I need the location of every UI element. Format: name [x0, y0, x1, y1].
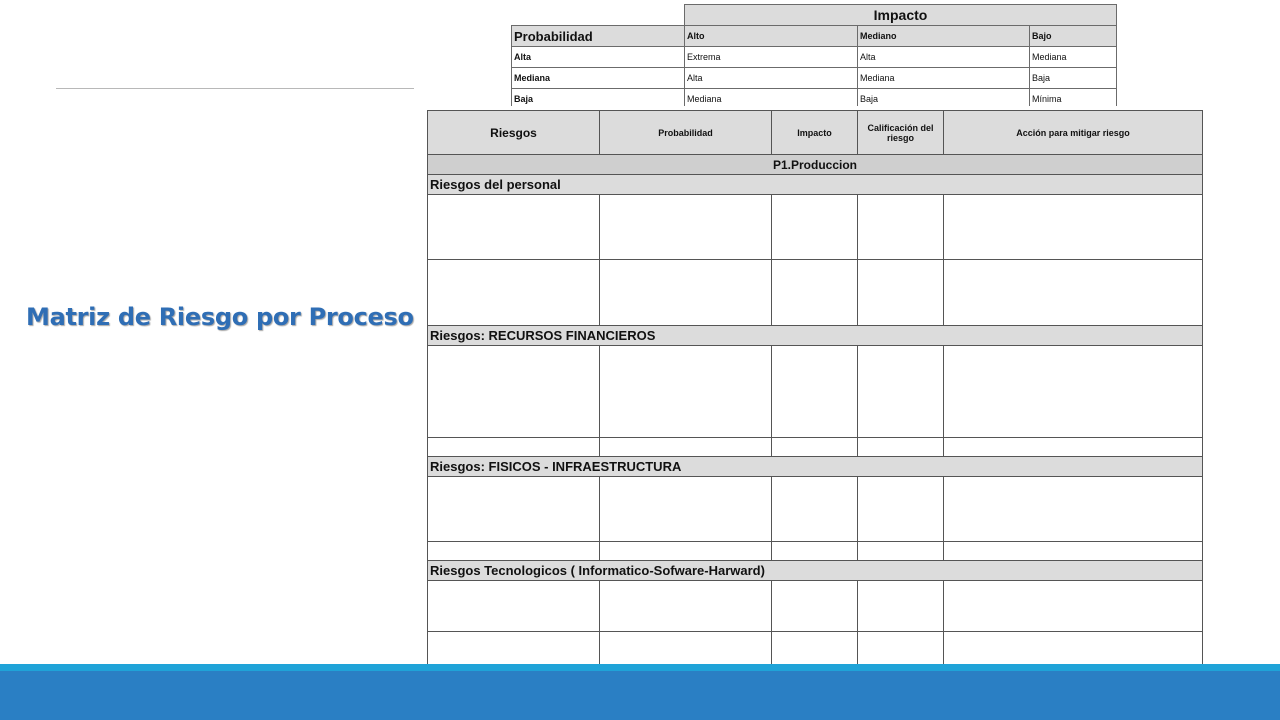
rating-cell: Mediana — [1030, 47, 1117, 68]
rating-cell — [858, 632, 944, 666]
section-row — [428, 561, 1203, 581]
section-row — [428, 326, 1203, 346]
impact-matrix-row — [512, 68, 1117, 89]
probability-cell — [600, 195, 772, 260]
footer-bar — [0, 671, 1280, 720]
title-divider — [56, 88, 414, 89]
rating-cell: Mediana — [858, 68, 1030, 89]
rating-cell — [858, 477, 944, 542]
probability-header: Probabilidad — [512, 26, 685, 47]
process-label: P1.Produccion — [428, 155, 1203, 175]
mitigation-cell — [944, 260, 1203, 326]
rating-cell — [858, 260, 944, 326]
impact-cell — [772, 260, 858, 326]
rating-cell — [858, 346, 944, 438]
column-header-impacto: Impacto — [772, 111, 858, 155]
risk-cell — [428, 542, 600, 561]
risk-cell — [428, 438, 600, 457]
impact-matrix-row — [512, 47, 1117, 68]
risk-matrix-header-row — [428, 111, 1203, 155]
table-row — [428, 438, 1203, 457]
table-row — [428, 346, 1203, 438]
rating-cell: Mediana — [685, 89, 858, 110]
table-row — [428, 195, 1203, 260]
section-row — [428, 175, 1203, 195]
probability-cell — [600, 346, 772, 438]
rating-cell — [858, 438, 944, 457]
risk-cell — [428, 477, 600, 542]
rating-cell: Baja — [1030, 68, 1117, 89]
mitigation-cell — [944, 632, 1203, 666]
slide-title: Matriz de Riesgo por Proceso — [26, 303, 414, 331]
rating-cell: Alta — [858, 47, 1030, 68]
probability-level-cell: Mediana — [512, 68, 685, 89]
impact-level-cell: Bajo — [1030, 26, 1117, 47]
mitigation-cell — [944, 542, 1203, 561]
impact-cell — [772, 581, 858, 632]
impact-matrix-table — [511, 4, 1117, 110]
rating-cell: Baja — [858, 89, 1030, 110]
section-label: Riesgos: RECURSOS FINANCIEROS — [428, 326, 1203, 346]
risk-cell — [428, 260, 600, 326]
risk-cell — [428, 632, 600, 666]
section-label: Riesgos Tecnologicos ( Informatico-Sofware-Harward) — [428, 561, 1203, 581]
risk-cell — [428, 581, 600, 632]
impact-levels-row — [512, 26, 1117, 47]
probability-cell — [600, 260, 772, 326]
column-header-calificacion: Calificación del riesgo — [858, 111, 944, 155]
impact-cell — [772, 477, 858, 542]
impact-cell — [772, 438, 858, 457]
mitigation-cell — [944, 477, 1203, 542]
table-row — [428, 581, 1203, 632]
section-label: Riesgos del personal — [428, 175, 1203, 195]
risk-cell — [428, 195, 600, 260]
rating-cell: Mínima — [1030, 89, 1117, 110]
rating-cell — [858, 542, 944, 561]
mitigation-cell — [944, 346, 1203, 438]
impact-level-cell: Alto — [685, 26, 858, 47]
table-row — [428, 260, 1203, 326]
probability-cell — [600, 477, 772, 542]
risk-matrix-table — [427, 110, 1203, 666]
rating-cell: Extrema — [685, 47, 858, 68]
risk-cell — [428, 346, 600, 438]
section-row — [428, 457, 1203, 477]
probability-cell — [600, 581, 772, 632]
impact-level-cell: Mediano — [858, 26, 1030, 47]
table-row — [428, 477, 1203, 542]
section-label: Riesgos: FISICOS - INFRAESTRUCTURA — [428, 457, 1203, 477]
column-header-riesgos: Riesgos — [428, 111, 600, 155]
impact-cell — [772, 195, 858, 260]
impact-header: Impacto — [685, 5, 1117, 26]
impact-cell — [772, 542, 858, 561]
probability-cell — [600, 632, 772, 666]
rating-cell: Alta — [685, 68, 858, 89]
process-row — [428, 155, 1203, 175]
probability-cell — [600, 438, 772, 457]
rating-cell — [858, 581, 944, 632]
rating-cell — [858, 195, 944, 260]
blank-corner — [512, 5, 685, 26]
column-header-probabilidad: Probabilidad — [600, 111, 772, 155]
mitigation-cell — [944, 195, 1203, 260]
probability-cell — [600, 542, 772, 561]
mitigation-cell — [944, 438, 1203, 457]
mitigation-cell — [944, 581, 1203, 632]
column-header-accion: Acción para mitigar riesgo — [944, 111, 1203, 155]
impact-header-row — [512, 5, 1117, 26]
probability-level-cell: Alta — [512, 47, 685, 68]
table-row — [428, 542, 1203, 561]
impact-cell — [772, 632, 858, 666]
probability-level-cell: Baja — [512, 89, 685, 110]
table-row — [428, 632, 1203, 666]
impact-cell — [772, 346, 858, 438]
